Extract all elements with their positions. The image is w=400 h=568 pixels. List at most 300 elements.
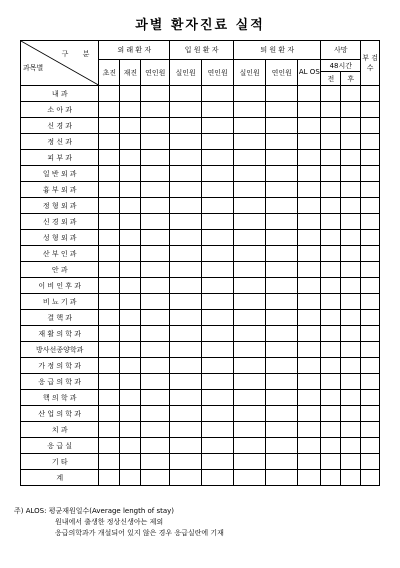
data-cell[interactable]: [99, 406, 120, 422]
data-cell[interactable]: [361, 342, 380, 358]
data-cell[interactable]: [141, 262, 170, 278]
data-cell[interactable]: [341, 326, 361, 342]
data-cell[interactable]: [170, 134, 202, 150]
header-discharge: 퇴 원 환 자: [234, 41, 321, 60]
data-cell[interactable]: [120, 118, 141, 134]
data-cell[interactable]: [361, 262, 380, 278]
data-cell[interactable]: [141, 342, 170, 358]
data-cell[interactable]: [266, 342, 298, 358]
data-cell[interactable]: [361, 326, 380, 342]
data-cell[interactable]: [341, 294, 361, 310]
data-cell[interactable]: [266, 390, 298, 406]
department-label: 핵 의 학 과: [21, 390, 99, 406]
data-cell[interactable]: [298, 438, 321, 454]
data-cell[interactable]: [99, 150, 120, 166]
header-death: 사망: [321, 41, 361, 60]
data-cell[interactable]: [321, 294, 341, 310]
data-cell[interactable]: [234, 198, 266, 214]
data-cell[interactable]: [298, 198, 321, 214]
data-cell[interactable]: [99, 358, 120, 374]
data-cell[interactable]: [298, 86, 321, 102]
data-cell[interactable]: [321, 390, 341, 406]
data-cell[interactable]: [99, 86, 120, 102]
data-cell[interactable]: [202, 214, 234, 230]
data-cell[interactable]: [266, 134, 298, 150]
data-cell[interactable]: [170, 438, 202, 454]
data-cell[interactable]: [321, 246, 341, 262]
data-cell[interactable]: [341, 246, 361, 262]
data-cell[interactable]: [141, 230, 170, 246]
data-cell[interactable]: [170, 390, 202, 406]
data-cell[interactable]: [202, 294, 234, 310]
data-cell[interactable]: [170, 150, 202, 166]
data-cell[interactable]: [321, 358, 341, 374]
data-cell[interactable]: [266, 358, 298, 374]
data-cell[interactable]: [234, 438, 266, 454]
department-label: 성 형 외 과: [21, 230, 99, 246]
data-cell[interactable]: [361, 86, 380, 102]
table-row: [21, 326, 380, 342]
data-cell[interactable]: [321, 438, 341, 454]
data-cell[interactable]: [361, 294, 380, 310]
data-cell[interactable]: [202, 278, 234, 294]
data-cell[interactable]: [99, 246, 120, 262]
data-cell[interactable]: [170, 310, 202, 326]
data-cell[interactable]: [202, 406, 234, 422]
data-cell[interactable]: [141, 454, 170, 470]
data-cell[interactable]: [266, 278, 298, 294]
data-cell[interactable]: [361, 422, 380, 438]
header-autopsy: [361, 41, 380, 86]
data-cell[interactable]: [141, 278, 170, 294]
data-cell[interactable]: [99, 118, 120, 134]
data-cell[interactable]: [234, 294, 266, 310]
data-cell[interactable]: [99, 454, 120, 470]
data-cell[interactable]: [170, 422, 202, 438]
data-cell[interactable]: [298, 454, 321, 470]
data-cell[interactable]: [120, 262, 141, 278]
data-cell[interactable]: [234, 310, 266, 326]
data-cell[interactable]: [341, 102, 361, 118]
data-cell[interactable]: [202, 310, 234, 326]
data-cell[interactable]: [361, 166, 380, 182]
data-cell[interactable]: [298, 134, 321, 150]
data-cell[interactable]: [266, 118, 298, 134]
data-cell[interactable]: [141, 310, 170, 326]
data-cell[interactable]: [170, 230, 202, 246]
data-cell[interactable]: [202, 342, 234, 358]
data-cell[interactable]: [170, 182, 202, 198]
data-cell[interactable]: [361, 150, 380, 166]
data-cell[interactable]: [234, 166, 266, 182]
data-cell[interactable]: [234, 374, 266, 390]
data-cell[interactable]: [321, 406, 341, 422]
data-cell[interactable]: [202, 390, 234, 406]
header-alos-label: AL OS: [298, 68, 320, 76]
data-cell[interactable]: [234, 406, 266, 422]
data-cell[interactable]: [120, 198, 141, 214]
data-cell[interactable]: [266, 294, 298, 310]
data-cell[interactable]: [341, 198, 361, 214]
data-cell[interactable]: [170, 246, 202, 262]
data-cell[interactable]: [141, 294, 170, 310]
data-cell[interactable]: [341, 214, 361, 230]
note-alos: 주) ALOS: 평균재원일수(Average length of stay): [14, 507, 175, 515]
data-cell[interactable]: [170, 262, 202, 278]
department-label: 소 아 과: [21, 102, 99, 118]
data-cell[interactable]: [99, 134, 120, 150]
data-cell[interactable]: [266, 102, 298, 118]
data-cell[interactable]: [202, 118, 234, 134]
data-cell[interactable]: [361, 214, 380, 230]
data-cell[interactable]: [341, 438, 361, 454]
data-cell[interactable]: [266, 198, 298, 214]
data-cell[interactable]: [120, 166, 141, 182]
data-cell[interactable]: [99, 326, 120, 342]
data-cell[interactable]: [141, 390, 170, 406]
data-cell[interactable]: [141, 358, 170, 374]
data-cell[interactable]: [120, 326, 141, 342]
data-cell[interactable]: [266, 310, 298, 326]
data-cell[interactable]: [298, 118, 321, 134]
data-cell[interactable]: [120, 102, 141, 118]
data-cell[interactable]: [99, 390, 120, 406]
data-cell[interactable]: [341, 422, 361, 438]
data-cell[interactable]: [298, 390, 321, 406]
data-cell[interactable]: [99, 182, 120, 198]
data-cell[interactable]: [298, 246, 321, 262]
data-cell[interactable]: [266, 374, 298, 390]
data-cell[interactable]: [266, 406, 298, 422]
data-cell[interactable]: [120, 374, 141, 390]
data-cell[interactable]: [361, 406, 380, 422]
data-cell[interactable]: [341, 406, 361, 422]
data-cell[interactable]: [99, 166, 120, 182]
data-cell[interactable]: [341, 358, 361, 374]
table-row: [21, 454, 380, 470]
data-cell[interactable]: [141, 86, 170, 102]
data-cell[interactable]: [120, 246, 141, 262]
data-cell[interactable]: [141, 326, 170, 342]
data-cell[interactable]: [298, 326, 321, 342]
data-cell[interactable]: [141, 422, 170, 438]
data-cell[interactable]: [120, 470, 141, 486]
data-cell[interactable]: [202, 182, 234, 198]
data-cell[interactable]: [321, 470, 341, 486]
data-cell[interactable]: [120, 342, 141, 358]
data-cell[interactable]: [202, 86, 234, 102]
data-cell[interactable]: [266, 262, 298, 278]
data-cell[interactable]: [234, 422, 266, 438]
data-cell[interactable]: [141, 198, 170, 214]
data-cell[interactable]: [298, 470, 321, 486]
header-corner: [21, 41, 99, 86]
data-cell[interactable]: [202, 358, 234, 374]
data-cell[interactable]: [298, 342, 321, 358]
data-cell[interactable]: [321, 166, 341, 182]
department-label: 내 과: [21, 86, 99, 102]
data-cell[interactable]: [170, 358, 202, 374]
data-cell[interactable]: [266, 86, 298, 102]
data-cell[interactable]: [298, 262, 321, 278]
data-cell[interactable]: [298, 182, 321, 198]
data-cell[interactable]: [99, 278, 120, 294]
data-cell[interactable]: [298, 374, 321, 390]
data-cell[interactable]: [141, 134, 170, 150]
data-cell[interactable]: [141, 102, 170, 118]
data-cell[interactable]: [361, 134, 380, 150]
data-cell[interactable]: [234, 342, 266, 358]
department-label: 재 활 의 학 과: [21, 326, 99, 342]
data-cell[interactable]: [141, 438, 170, 454]
header-death-before: 전: [321, 72, 341, 86]
data-cell[interactable]: [341, 150, 361, 166]
data-cell[interactable]: [120, 278, 141, 294]
data-cell[interactable]: [321, 342, 341, 358]
data-cell[interactable]: [141, 118, 170, 134]
data-cell[interactable]: [321, 118, 341, 134]
table-row: [21, 150, 380, 166]
data-cell[interactable]: [298, 230, 321, 246]
data-cell[interactable]: [170, 294, 202, 310]
data-cell[interactable]: [170, 198, 202, 214]
data-cell[interactable]: [266, 182, 298, 198]
data-cell[interactable]: [234, 134, 266, 150]
data-cell[interactable]: [170, 454, 202, 470]
data-cell[interactable]: [361, 198, 380, 214]
data-cell[interactable]: [341, 182, 361, 198]
data-cell[interactable]: [234, 86, 266, 102]
data-cell[interactable]: [266, 454, 298, 470]
department-label: 방사선종양학과: [21, 342, 99, 358]
data-cell[interactable]: [266, 150, 298, 166]
data-cell[interactable]: [298, 166, 321, 182]
data-cell[interactable]: [234, 390, 266, 406]
data-cell[interactable]: [170, 342, 202, 358]
data-cell[interactable]: [361, 310, 380, 326]
data-cell[interactable]: [120, 134, 141, 150]
data-cell[interactable]: [170, 374, 202, 390]
data-cell[interactable]: [120, 406, 141, 422]
data-cell[interactable]: [170, 118, 202, 134]
data-cell[interactable]: [141, 406, 170, 422]
data-cell[interactable]: [202, 454, 234, 470]
data-cell[interactable]: [120, 294, 141, 310]
data-cell[interactable]: [361, 454, 380, 470]
data-cell[interactable]: [361, 438, 380, 454]
data-cell[interactable]: [202, 326, 234, 342]
data-cell[interactable]: [298, 214, 321, 230]
data-cell[interactable]: [341, 342, 361, 358]
data-cell[interactable]: [99, 438, 120, 454]
data-cell[interactable]: [321, 374, 341, 390]
data-cell[interactable]: [298, 422, 321, 438]
data-cell[interactable]: [170, 278, 202, 294]
data-cell[interactable]: [99, 374, 120, 390]
data-cell[interactable]: [341, 230, 361, 246]
data-cell[interactable]: [234, 102, 266, 118]
data-cell[interactable]: [234, 150, 266, 166]
data-cell[interactable]: [202, 438, 234, 454]
data-cell[interactable]: [234, 278, 266, 294]
data-cell[interactable]: [266, 326, 298, 342]
data-cell[interactable]: [99, 198, 120, 214]
data-cell[interactable]: [341, 118, 361, 134]
data-cell[interactable]: [321, 86, 341, 102]
data-cell[interactable]: [361, 246, 380, 262]
data-cell[interactable]: [141, 166, 170, 182]
data-cell[interactable]: [361, 390, 380, 406]
data-cell[interactable]: [141, 182, 170, 198]
data-cell[interactable]: [298, 310, 321, 326]
data-cell[interactable]: [298, 358, 321, 374]
header-death-after: 후: [341, 72, 361, 86]
data-cell[interactable]: [341, 134, 361, 150]
data-cell[interactable]: [202, 262, 234, 278]
data-cell[interactable]: [341, 310, 361, 326]
data-cell[interactable]: [120, 422, 141, 438]
data-cell[interactable]: [120, 230, 141, 246]
data-cell[interactable]: [202, 230, 234, 246]
table-row: [21, 134, 380, 150]
data-cell[interactable]: [120, 150, 141, 166]
data-cell[interactable]: [321, 454, 341, 470]
data-cell[interactable]: [341, 278, 361, 294]
data-cell[interactable]: [361, 102, 380, 118]
data-cell[interactable]: [120, 310, 141, 326]
data-cell[interactable]: [361, 230, 380, 246]
data-cell[interactable]: [99, 102, 120, 118]
table-row: [21, 214, 380, 230]
data-cell[interactable]: [234, 182, 266, 198]
data-cell[interactable]: [321, 310, 341, 326]
department-label: 치 과: [21, 422, 99, 438]
data-cell[interactable]: [321, 182, 341, 198]
data-cell[interactable]: [141, 374, 170, 390]
data-cell[interactable]: [361, 278, 380, 294]
data-cell[interactable]: [234, 118, 266, 134]
data-cell[interactable]: [298, 150, 321, 166]
table-row: [21, 102, 380, 118]
data-cell[interactable]: [120, 358, 141, 374]
data-cell[interactable]: [202, 198, 234, 214]
data-cell[interactable]: [298, 278, 321, 294]
data-cell[interactable]: [266, 214, 298, 230]
data-cell[interactable]: [234, 214, 266, 230]
data-cell[interactable]: [341, 454, 361, 470]
data-cell[interactable]: [99, 214, 120, 230]
data-cell[interactable]: [266, 246, 298, 262]
data-cell[interactable]: [99, 342, 120, 358]
data-cell[interactable]: [321, 102, 341, 118]
data-cell[interactable]: [361, 118, 380, 134]
table-row: [21, 86, 380, 102]
data-cell[interactable]: [202, 374, 234, 390]
data-cell[interactable]: [120, 86, 141, 102]
data-cell[interactable]: [341, 166, 361, 182]
data-cell[interactable]: [99, 422, 120, 438]
data-cell[interactable]: [234, 358, 266, 374]
data-cell[interactable]: [234, 246, 266, 262]
data-cell[interactable]: [202, 150, 234, 166]
data-cell[interactable]: [234, 262, 266, 278]
data-cell[interactable]: [341, 374, 361, 390]
data-cell[interactable]: [234, 326, 266, 342]
data-cell[interactable]: [170, 102, 202, 118]
data-cell[interactable]: [321, 422, 341, 438]
data-cell[interactable]: [202, 246, 234, 262]
data-cell[interactable]: [266, 438, 298, 454]
data-cell[interactable]: [298, 294, 321, 310]
data-cell[interactable]: [321, 214, 341, 230]
data-cell[interactable]: [170, 470, 202, 486]
data-cell[interactable]: [361, 470, 380, 486]
data-cell[interactable]: [321, 230, 341, 246]
data-cell[interactable]: [170, 326, 202, 342]
data-cell[interactable]: [202, 470, 234, 486]
data-cell[interactable]: [99, 230, 120, 246]
table-row: [21, 390, 380, 406]
data-cell[interactable]: [321, 262, 341, 278]
data-cell[interactable]: [266, 230, 298, 246]
data-cell[interactable]: [120, 390, 141, 406]
data-cell[interactable]: [120, 438, 141, 454]
data-cell[interactable]: [341, 262, 361, 278]
data-cell[interactable]: [234, 454, 266, 470]
data-cell[interactable]: [141, 150, 170, 166]
data-cell[interactable]: [99, 470, 120, 486]
data-cell[interactable]: [202, 166, 234, 182]
data-cell[interactable]: [321, 326, 341, 342]
data-cell[interactable]: [170, 406, 202, 422]
data-cell[interactable]: [266, 470, 298, 486]
data-cell[interactable]: [321, 278, 341, 294]
data-cell[interactable]: [234, 230, 266, 246]
data-cell[interactable]: [170, 214, 202, 230]
data-cell[interactable]: [361, 358, 380, 374]
data-cell[interactable]: [321, 198, 341, 214]
data-cell[interactable]: [202, 102, 234, 118]
data-cell[interactable]: [361, 182, 380, 198]
data-cell[interactable]: [141, 214, 170, 230]
data-cell[interactable]: [298, 406, 321, 422]
data-cell[interactable]: [234, 470, 266, 486]
data-cell[interactable]: [202, 422, 234, 438]
data-cell[interactable]: [170, 166, 202, 182]
data-cell[interactable]: [341, 390, 361, 406]
data-cell[interactable]: [266, 166, 298, 182]
data-cell[interactable]: [266, 422, 298, 438]
data-cell[interactable]: [120, 454, 141, 470]
data-cell[interactable]: [321, 134, 341, 150]
data-cell[interactable]: [141, 470, 170, 486]
table-row: [21, 342, 380, 358]
data-cell[interactable]: [99, 262, 120, 278]
data-cell[interactable]: [120, 182, 141, 198]
data-cell[interactable]: [341, 470, 361, 486]
data-cell[interactable]: [120, 214, 141, 230]
department-label: 계: [21, 470, 99, 486]
data-cell[interactable]: [361, 374, 380, 390]
data-cell[interactable]: [202, 134, 234, 150]
data-cell[interactable]: [99, 310, 120, 326]
data-cell[interactable]: [99, 294, 120, 310]
data-cell[interactable]: [321, 150, 341, 166]
data-cell[interactable]: [298, 102, 321, 118]
data-cell[interactable]: [170, 86, 202, 102]
data-cell[interactable]: [141, 246, 170, 262]
data-cell[interactable]: [341, 86, 361, 102]
